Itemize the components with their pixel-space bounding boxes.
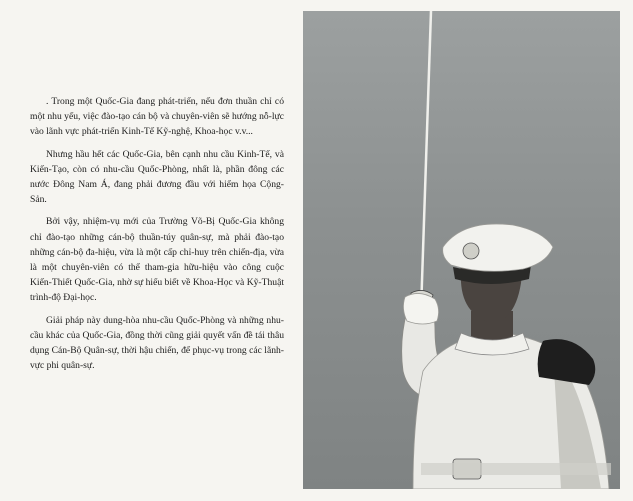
cadet-illustration — [303, 11, 620, 489]
cap-crown — [443, 224, 553, 271]
paragraph-3: Bởi vậy, nhiệm-vụ mới của Trường Võ-Bị Quốc-Gia không chỉ đào-tạo những cán-bộ thuần-túy quân-sự, mà phải đào-tạo những cán-bộ đa-hiệu, vừa là một cấp chỉ-huy trên chiến-địa, vừa là một chuyên-viên có thể tham-gia hữu-hiệu vào công cuộc Kiến-Thiết Quốc-Gia, nhờ sự hiểu biết về Khoa-Học và Kỹ-Thuật trình-độ Đại-học. — [30, 216, 284, 304]
epaulette — [538, 339, 596, 385]
paragraph-1: . Trong một Quốc-Gia đang phát-triển, nếu đơn thuần chỉ có một nhu yếu, việc đào-tạo cán bộ và chuyên-viên sẽ hướng nỗ-lực vào lãnh vực phát-triển Kinh-Tế Kỹ-nghệ, Khoa-học v.v... — [30, 96, 284, 138]
paragraph-2: Nhưng hầu hết các Quốc-Gia, bên cạnh nhu cầu Kinh-Tế, và Kiến-Tạo, còn có nhu-cầu Quốc-Phòng, nhất là, phần đông các nước Đông Nam Á, đang phải đương đầu với hiểm họa Cộng-Sản. — [30, 148, 284, 206]
white-glove — [403, 293, 438, 324]
saber-blade — [421, 11, 431, 311]
paragraph-4: Giải pháp này dung-hòa nhu-cầu Quốc-Phòng và những nhu-cầu khác của Quốc-Gia, đồng thời cũng giải quyết vấn đề tái thâu dụng Cán-Bộ Quân-sự, thời hậu chiến, để phục-vụ trong các lãnh-vực phi quân-sự. — [30, 314, 284, 372]
text-column — [30, 94, 284, 380]
belt — [421, 463, 611, 475]
cap-badge — [463, 243, 479, 259]
cadet-photograph — [303, 11, 620, 489]
